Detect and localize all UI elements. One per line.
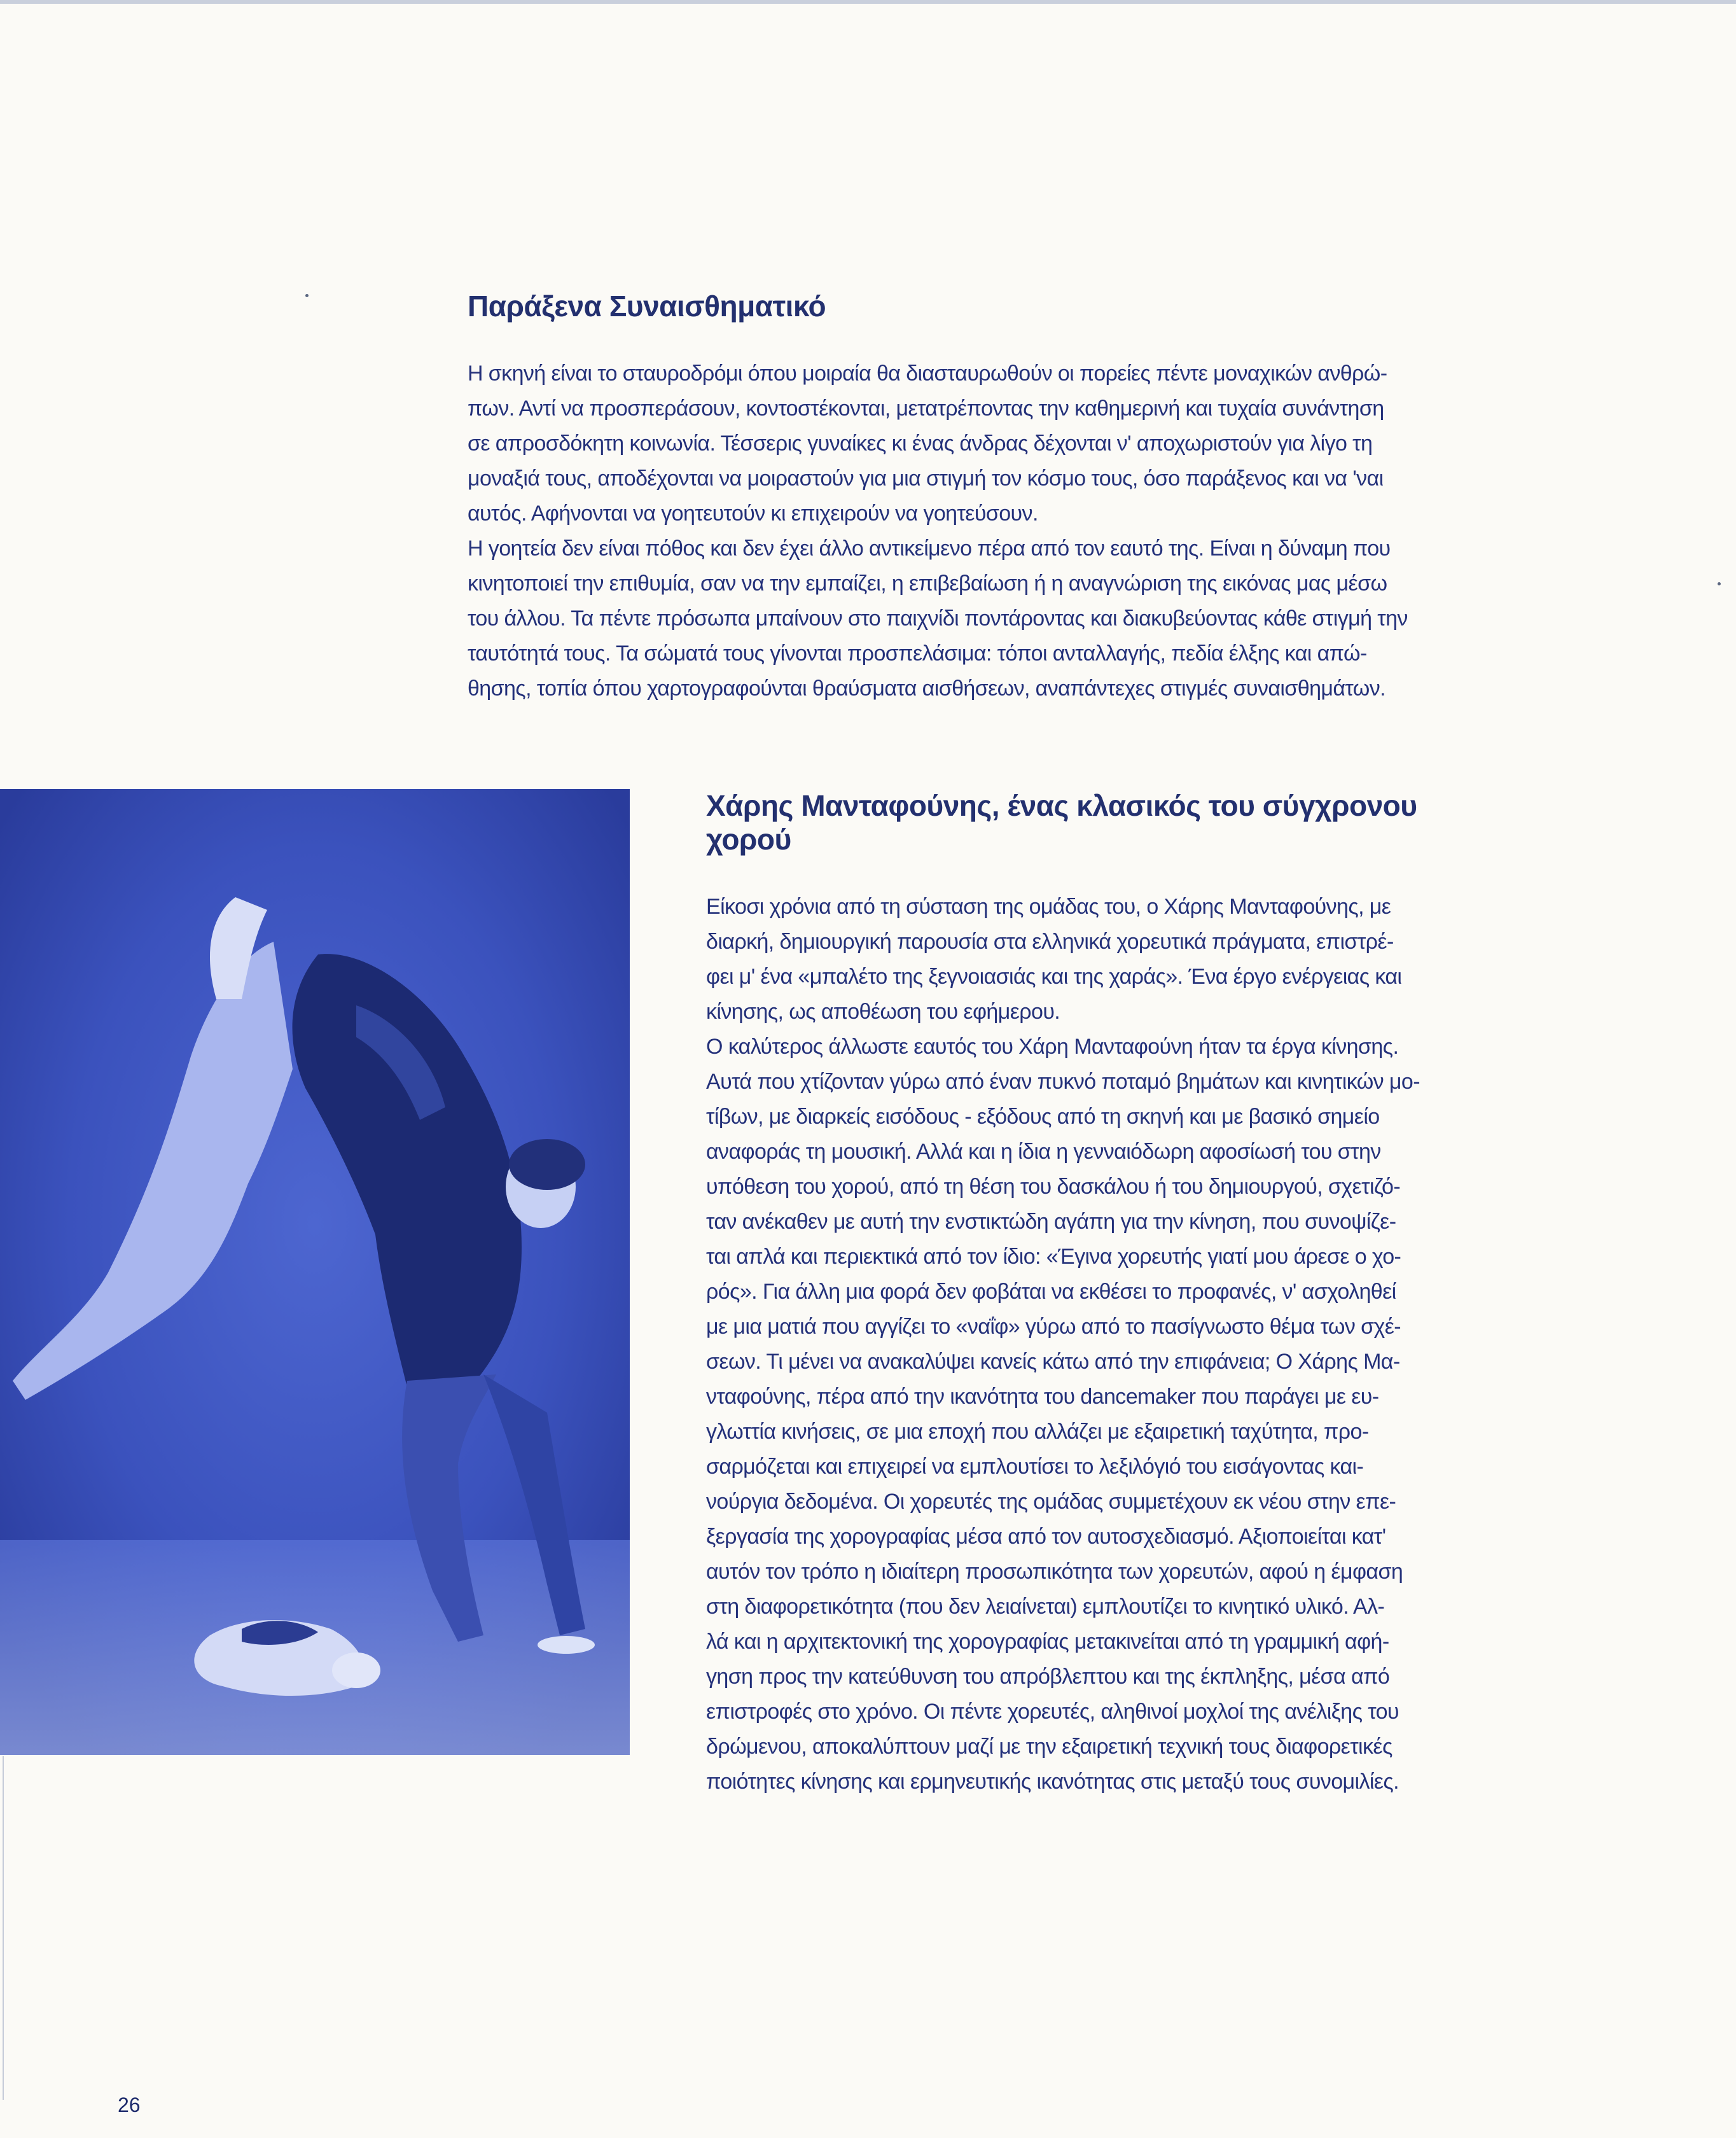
article-section-mantafounis [706, 789, 1438, 1799]
text-line: κίνησης, ως αποθέωση του εφήμερου. [706, 999, 1060, 1024]
text-line: Αυτά που χτίζονταν γύρω από έναν πυκνό ποταμό βημάτων και κινητικών μο- [706, 1069, 1420, 1094]
text-line: γλωττία κινήσεις, σε μια εποχή που αλλάζει με εξαιρετική ταχύτητα, προ- [706, 1419, 1369, 1444]
section-body [468, 356, 1438, 706]
text-line: του άλλου. Τα πέντε πρόσωπα μπαίνουν στο παιχνίδι ποντάροντας και διακυβεύοντας κάθε στιγμή την [468, 606, 1408, 631]
text-line: φει μ' ένα «μπαλέτο της ξεγνοιασιάς και της χαράς». Ένα έργο ενέργειας και [706, 964, 1402, 989]
text-line: Η γοητεία δεν είναι πόθος και δεν έχει άλλο αντικείμενο πέρα από τον εαυτό της. Είναι η δύναμη που [468, 536, 1391, 561]
section-title: Παράξενα Συναισθηματικό [468, 290, 826, 323]
text-line: με μια ματιά που αγγίζει το «ναΐφ» γύρω από το πασίγνωστο θέμα των σχέ- [706, 1314, 1401, 1339]
text-line: ξεργασία της χορογραφίας μέσα από τον αυτοσχεδιασμό. Αξιοποιείται κατ' [706, 1524, 1386, 1549]
page-number: 26 [118, 2093, 141, 2116]
scan-speck [305, 294, 309, 297]
gutter-line [3, 1756, 4, 2100]
text-line: δρώμενου, αποκαλύπτουν μαζί με την εξαιρετική τεχνική τους διαφορετικές [706, 1734, 1392, 1759]
text-line: σεων. Τι μένει να ανακαλύψει κανείς κάτω από την επιφάνεια; Ο Χάρης Μα- [706, 1349, 1400, 1374]
text-line: ταυτότητά τους. Τα σώματά τους γίνονται προσπελάσιμα: τόποι ανταλλαγής, πεδία έλξης και απώ- [468, 641, 1367, 666]
text-line: τίβων, με διαρκείς εισόδους - εξόδους από τη σκηνή και με βασικό σημείο [706, 1104, 1380, 1129]
section-body [706, 890, 1438, 1799]
text-line: νούργια δεδομένα. Οι χορευτές της ομάδας συμμετέχουν εκ νέου στην επε- [706, 1489, 1396, 1514]
text-line: ταν ανέκαθεν με αυτή την ενστικτώδη αγάπη για την κίνηση, που συνοψίζε- [706, 1209, 1396, 1234]
section-title: Χάρης Μανταφούνης, ένας κλασικός του σύγχρονου χορού [706, 789, 1417, 856]
text-line: πων. Αντί να προσπεράσουν, κοντοστέκονται, μετατρέποντας την καθημερινή και τυχαία συνάντηση [468, 396, 1384, 421]
text-line: αναφοράς τη μουσική. Αλλά και η ίδια η γενναιόδωρη αφοσίωσή του στην [706, 1139, 1381, 1164]
dance-photo [0, 789, 630, 1755]
top-rule [0, 0, 1736, 4]
text-line: ποιότητες κίνησης και ερμηνευτικής ικανότητας στις μεταξύ τους συνομιλίες. [706, 1769, 1399, 1794]
text-line: επιστροφές στο χρόνο. Οι πέντε χορευτές, αληθινοί μοχλοί της ανέλιξης του [706, 1699, 1399, 1724]
text-line: ρός». Για άλλη μια φορά δεν φοβάται να εκθέσει το προφανές, ν' ασχοληθεί [706, 1279, 1396, 1304]
text-line: διαρκή, δημιουργική παρουσία στα ελληνικά χορευτικά πράγματα, επιστρέ- [706, 929, 1394, 954]
text-line: σαρμόζεται και επιχειρεί να εμπλουτίσει το λεξιλόγιό του εισάγοντας και- [706, 1454, 1364, 1479]
text-line: νταφούνης, πέρα από την ικανότητα του dancemaker που παράγει με ευ- [706, 1384, 1379, 1409]
text-line: αυτός. Αφήνονται να γοητευτούν κι επιχειρούν να γοητεύσουν. [468, 501, 1038, 526]
text-line: γηση προς την κατεύθυνση του απρόβλεπτου και της έκπληξης, μέσα από [706, 1664, 1390, 1689]
text-line: Είκοσι χρόνια από τη σύσταση της ομάδας του, ο Χάρης Μανταφούνης, με [706, 894, 1391, 919]
text-line: ται απλά και περιεκτικά από τον ίδιο: «Έγινα χορευτής γιατί μου άρεσε ο χο- [706, 1244, 1401, 1269]
text-line: Η σκηνή είναι το σταυροδρόμι όπου μοιραία θα διασταυρωθούν οι πορείες πέντε μοναχικών ανθρώ- [468, 361, 1387, 386]
text-line: θησης, τοπία όπου χαρτογραφούνται θραύσματα αισθήσεων, αναπάντεχες στιγμές συναισθημάτων. [468, 676, 1385, 701]
text-line: αυτόν τον τρόπο η ιδιαίτερη προσωπικότητα των χορευτών, αφού η έμφαση [706, 1559, 1403, 1584]
text-line: λά και η αρχιτεκτονική της χορογραφίας μετακινείται από τη γραμμική αφή- [706, 1629, 1389, 1654]
text-line: υπόθεση του χορού, από τη θέση του δασκάλου ή του δημιουργού, σχετιζό- [706, 1174, 1401, 1199]
text-line: σε απροσδόκητη κοινωνία. Τέσσερις γυναίκες κι ένας άνδρας δέχονται ν' αποχωριστούν για λίγο τη [468, 431, 1373, 456]
text-line: Ο καλύτερος άλλωστε εαυτός του Χάρη Μανταφούνη ήταν τα έργα κίνησης. [706, 1034, 1399, 1059]
scan-speck [1718, 582, 1721, 585]
text-line: στη διαφορετικότητα (που δεν λειαίνεται) εμπλουτίζει το κινητικό υλικό. Αλ- [706, 1594, 1385, 1619]
article-section-strange-emotional [468, 290, 1438, 706]
text-line: μοναξιά τους, αποδέχονται να μοιραστούν για μια στιγμή τον κόσμο τους, όσο παράξενος και να 'ναι [468, 466, 1384, 491]
text-line: κινητοποιεί την επιθυμία, σαν να την εμπαίζει, η επιβεβαίωση ή η αναγνώριση της εικόνας μας μέσω [468, 571, 1387, 596]
